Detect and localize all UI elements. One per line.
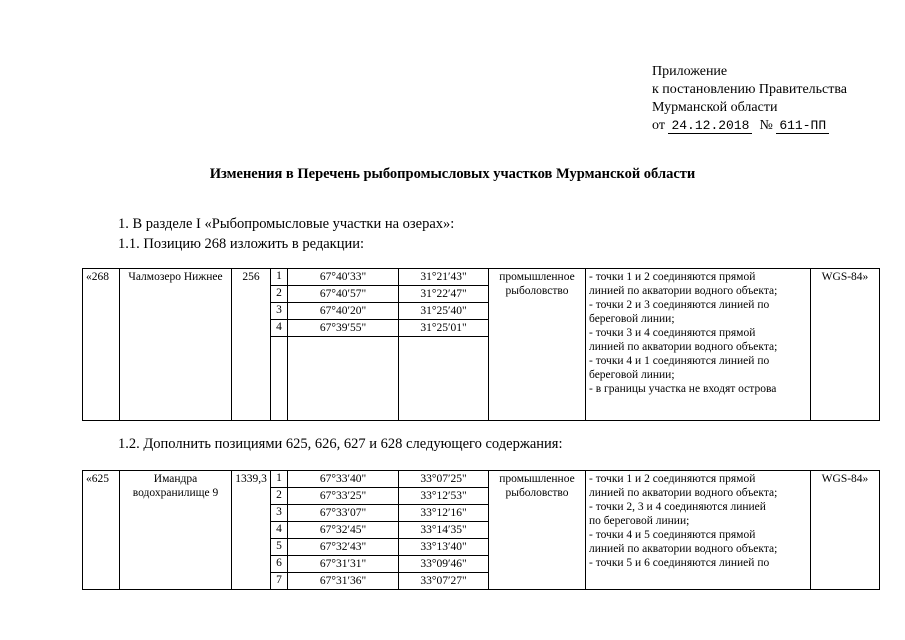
point-longitude: 33°12′53": [399, 488, 489, 505]
appendix-date-line: [652, 117, 847, 135]
document-title: Изменения в Перечень рыбопромысловых участков Мурманской области: [209, 166, 696, 182]
point-number: 5: [271, 539, 288, 556]
description-line: - точки 1 и 2 соединяются прямой: [589, 271, 756, 283]
point-longitude: 33°12′16": [399, 505, 489, 522]
point-latitude: 67°31′31": [288, 556, 399, 573]
point-number: 2: [271, 286, 288, 303]
boundary-description: [586, 269, 811, 421]
point-longitude: 33°07′27": [399, 573, 489, 590]
point-longitude: 31°22′47": [399, 286, 489, 303]
appendix-title: Приложение: [652, 64, 728, 79]
coordinate-system: WGS-84»: [811, 471, 880, 590]
point-number: 3: [271, 505, 288, 522]
point-latitude: 67°40′33": [288, 269, 399, 286]
position-268-table: [82, 268, 880, 421]
description-line: - точки 2, 3 и 4 соединяются линией: [589, 501, 766, 513]
appendix-block: [652, 63, 847, 135]
description-line: береговой линии;: [589, 369, 675, 381]
number-prefix: №: [759, 118, 773, 133]
point-longitude: 31°25′01": [399, 320, 489, 337]
point-number: 6: [271, 556, 288, 573]
fishing-type: промышленное рыболовство: [489, 471, 586, 590]
point-longitude: 33°09′46": [399, 556, 489, 573]
point-longitude: 33°07′25": [399, 471, 489, 488]
boundary-description: [586, 471, 811, 590]
description-line: - точки 1 и 2 соединяются прямой: [589, 473, 756, 485]
appendix-decree: к постановлению Правительства: [652, 82, 848, 97]
appendix-region: Мурманской области: [652, 100, 778, 115]
point-latitude: 67°33′07": [288, 505, 399, 522]
fishing-type: промышленное рыболовство: [489, 269, 586, 421]
decree-date: 24.12.2018: [668, 118, 752, 134]
point-latitude: 67°33′40": [288, 471, 399, 488]
position-number: «268: [83, 269, 120, 421]
empty-cell: [288, 337, 399, 421]
description-line: линией по акватории водного объекта;: [589, 487, 778, 499]
point-latitude: 67°40′20": [288, 303, 399, 320]
point-latitude: 67°32′45": [288, 522, 399, 539]
point-longitude: 33°13′40": [399, 539, 489, 556]
point-latitude: 67°32′43": [288, 539, 399, 556]
description-line: - точки 4 и 1 соединяются линией по: [589, 355, 770, 367]
description-line: по береговой линии;: [589, 515, 690, 527]
decree-number: 611-ПП: [776, 118, 829, 134]
point-number: 3: [271, 303, 288, 320]
point-longitude: 31°21′43": [399, 269, 489, 286]
site-name: Чалмозеро Нижнее: [120, 269, 232, 421]
point-number: 4: [271, 522, 288, 539]
position-number: «625: [83, 471, 120, 590]
empty-cell: [271, 337, 288, 421]
point-latitude: 67°40′57": [288, 286, 399, 303]
coordinate-system: WGS-84»: [811, 269, 880, 421]
point-number: 1: [271, 269, 288, 286]
description-line: - точки 4 и 5 соединяются прямой: [589, 529, 756, 541]
description-line: линией по акватории водного объекта;: [589, 341, 778, 353]
section-1-1-heading: 1.1. Позицию 268 изложить в редакции:: [118, 236, 365, 252]
site-area: 1339,3: [232, 471, 271, 590]
section-1-2-heading: 1.2. Дополнить позициями 625, 626, 627 и 628 следующего содержания:: [118, 436, 563, 452]
site-name: Имандра водохранилище 9: [120, 471, 232, 590]
point-number: 7: [271, 573, 288, 590]
description-line: - точки 3 и 4 соединяются прямой: [589, 327, 756, 339]
position-625-table: [82, 470, 880, 590]
empty-cell: [399, 337, 489, 421]
section-1-heading: 1. В разделе I «Рыбопромысловые участки на озерах»:: [118, 216, 455, 232]
description-line: линией по акватории водного объекта;: [589, 285, 778, 297]
point-longitude: 33°14′35": [399, 522, 489, 539]
point-latitude: 67°31′36": [288, 573, 399, 590]
description-line: - точки 2 и 3 соединяются линией по: [589, 299, 770, 311]
description-line: - в границы участка не входят острова: [589, 383, 777, 395]
point-latitude: 67°39′55": [288, 320, 399, 337]
point-latitude: 67°33′25": [288, 488, 399, 505]
point-number: 4: [271, 320, 288, 337]
site-area: 256: [232, 269, 271, 421]
point-number: 2: [271, 488, 288, 505]
date-prefix: от: [652, 118, 665, 133]
point-longitude: 31°25′40": [399, 303, 489, 320]
description-line: линией по акватории водного объекта;: [589, 543, 778, 555]
point-number: 1: [271, 471, 288, 488]
description-line: - точки 5 и 6 соединяются линией по: [589, 557, 770, 569]
description-line: береговой линии;: [589, 313, 675, 325]
